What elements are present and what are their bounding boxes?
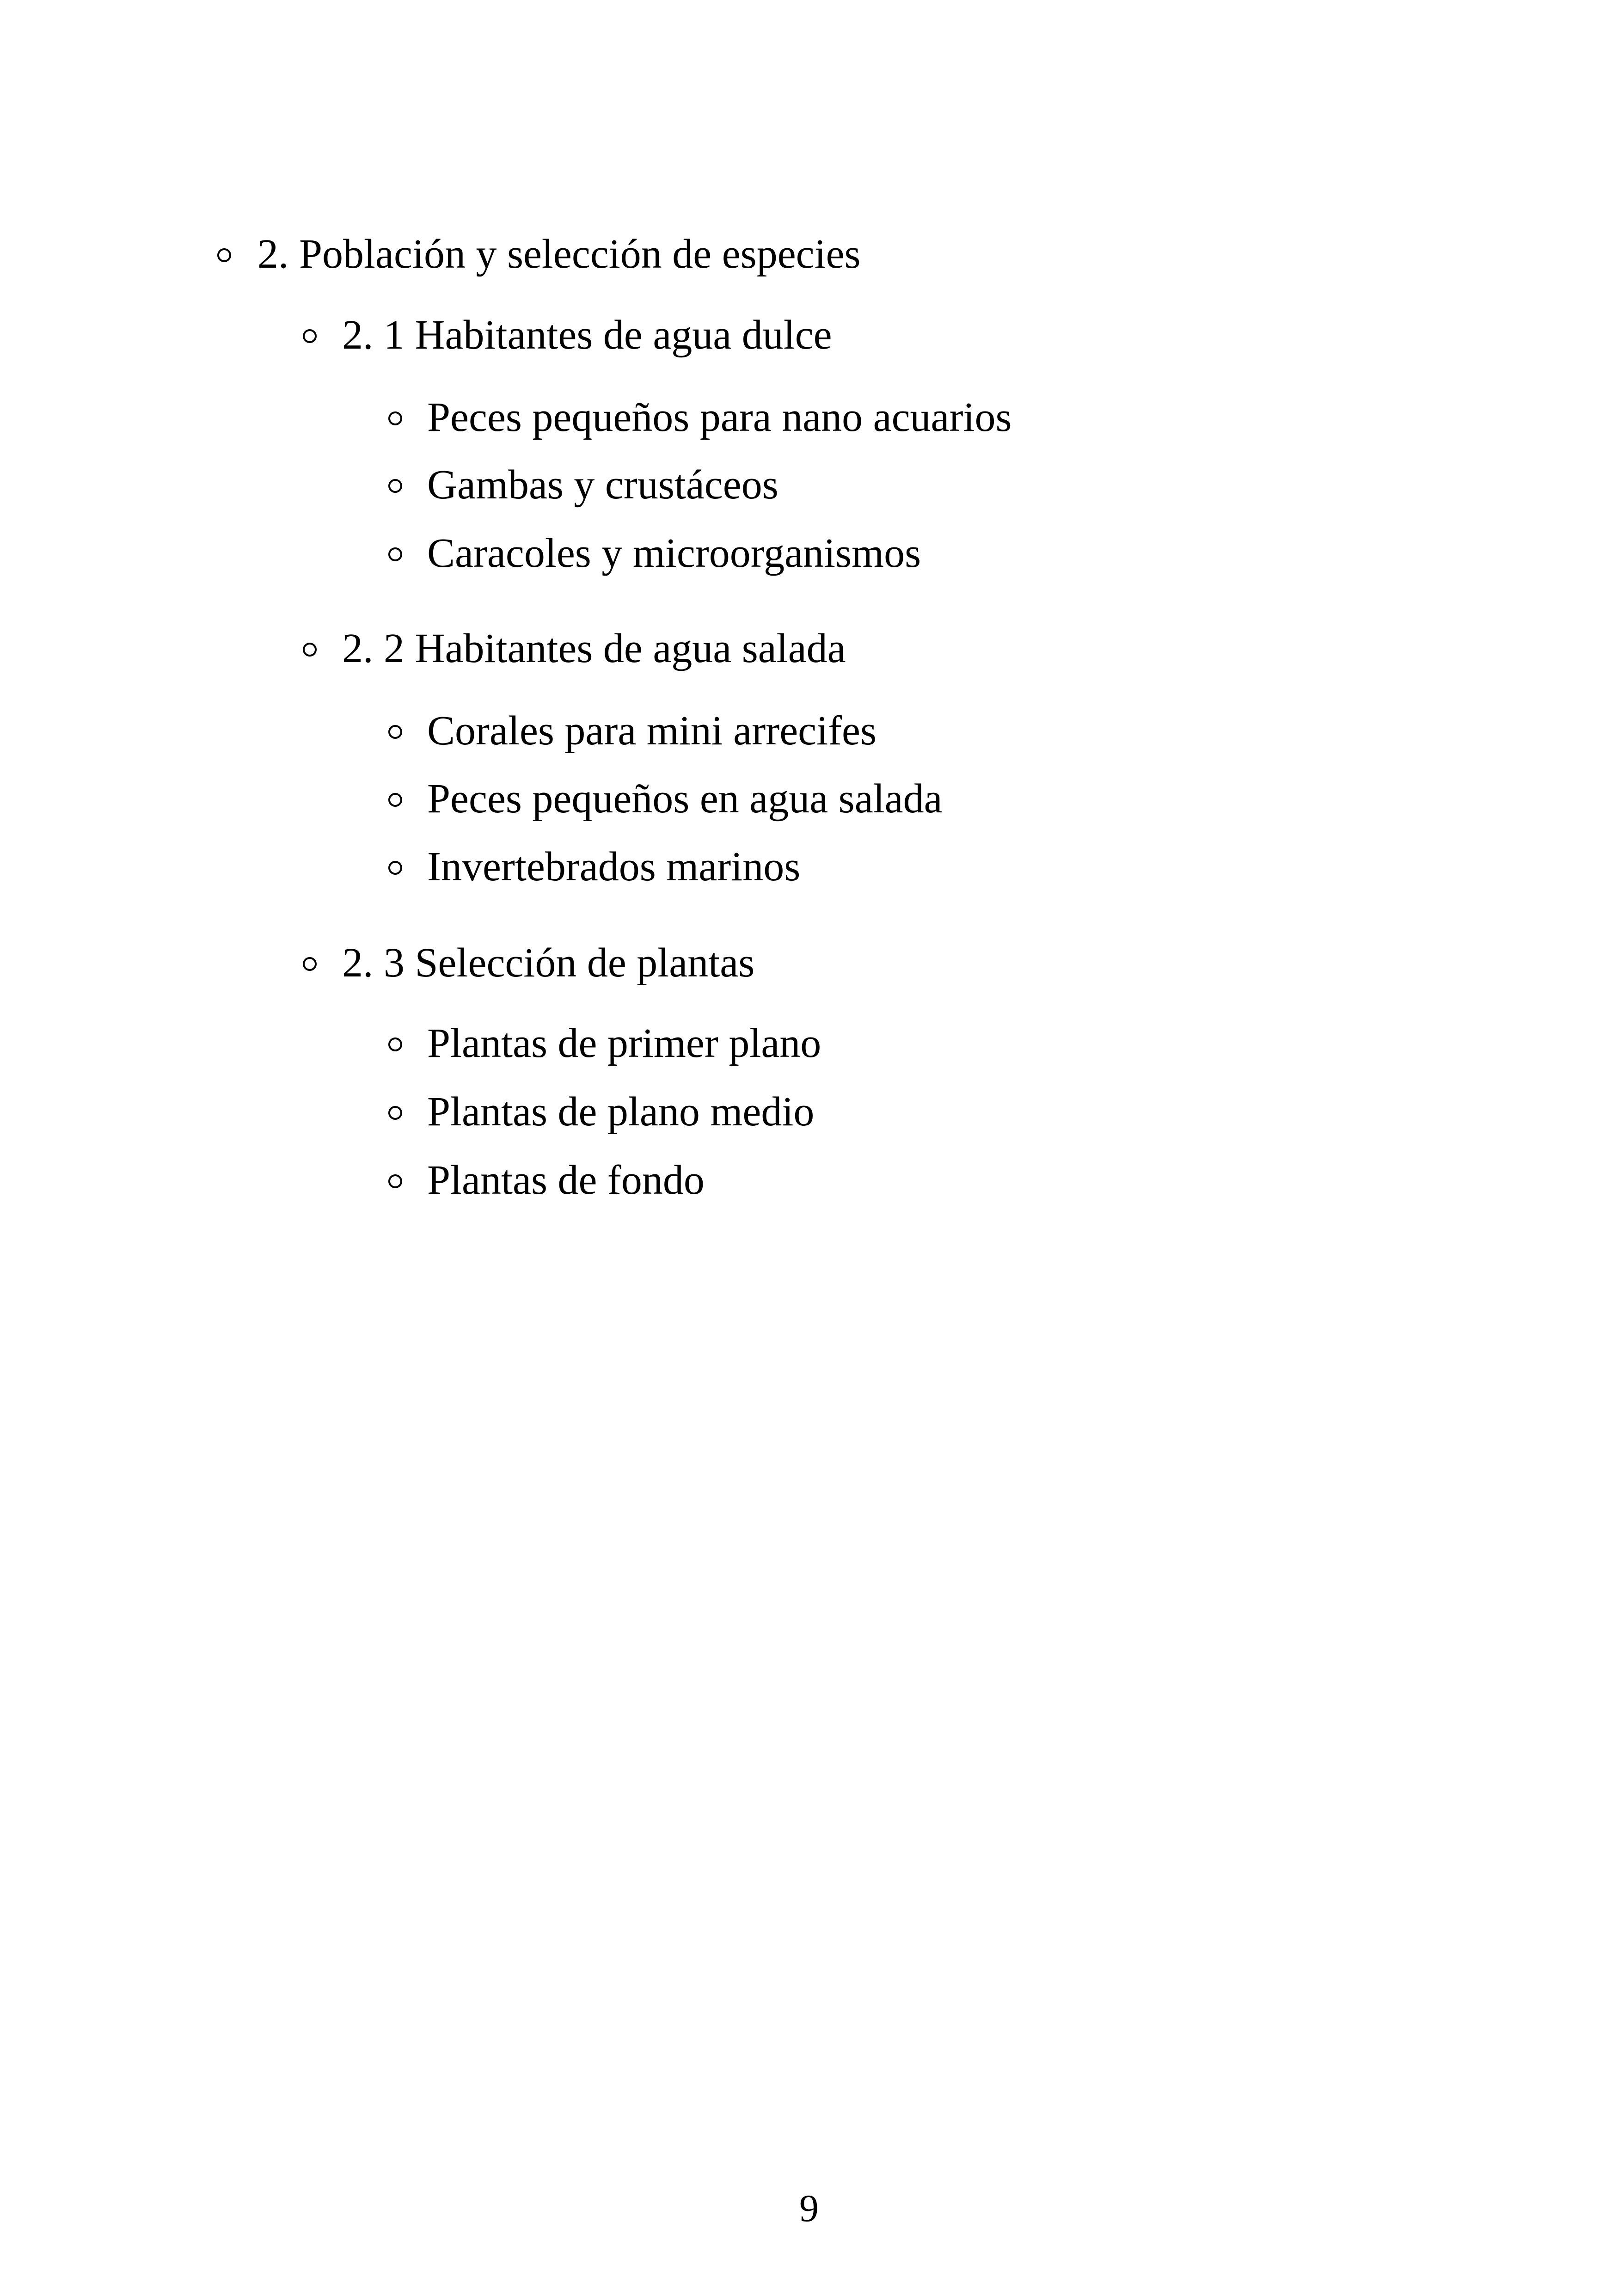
list-item-label: Peces pequeños en agua salada <box>427 776 943 822</box>
hollow-circle-icon <box>303 643 317 657</box>
hollow-circle-icon <box>303 329 317 343</box>
list-item-label: Plantas de plano medio <box>427 1089 815 1135</box>
hollow-circle-icon <box>388 411 402 425</box>
hollow-circle-icon <box>388 725 402 739</box>
hollow-circle-icon <box>388 1037 402 1051</box>
list-item-label: Gambas y crustáceos <box>427 462 778 508</box>
hollow-circle-icon <box>388 479 402 493</box>
hollow-circle-icon <box>303 957 317 971</box>
list-item-label: Plantas de fondo <box>427 1157 705 1203</box>
list-item-label: Invertebrados marinos <box>427 844 801 890</box>
list-item-label: Corales para mini arrecifes <box>427 708 877 754</box>
subsection-title: 2. 1 Habitantes de agua dulce <box>342 312 832 358</box>
list-item-label: Caracoles y microorganismos <box>427 530 921 576</box>
hollow-circle-icon <box>388 1106 402 1120</box>
subsection-title: 2. 3 Selección de plantas <box>342 940 755 986</box>
subsection-title: 2. 2 Habitantes de agua salada <box>342 626 846 671</box>
hollow-circle-icon <box>388 861 402 875</box>
hollow-circle-icon <box>217 248 231 262</box>
hollow-circle-icon <box>388 1174 402 1188</box>
page-number: 9 <box>799 2187 819 2230</box>
list-item-label: Plantas de primer plano <box>427 1020 821 1066</box>
section-title: 2. Población y selección de especies <box>257 231 861 277</box>
list-item-label: Peces pequeños para nano acuarios <box>427 394 1012 440</box>
hollow-circle-icon <box>388 547 402 561</box>
hollow-circle-icon <box>388 793 402 807</box>
